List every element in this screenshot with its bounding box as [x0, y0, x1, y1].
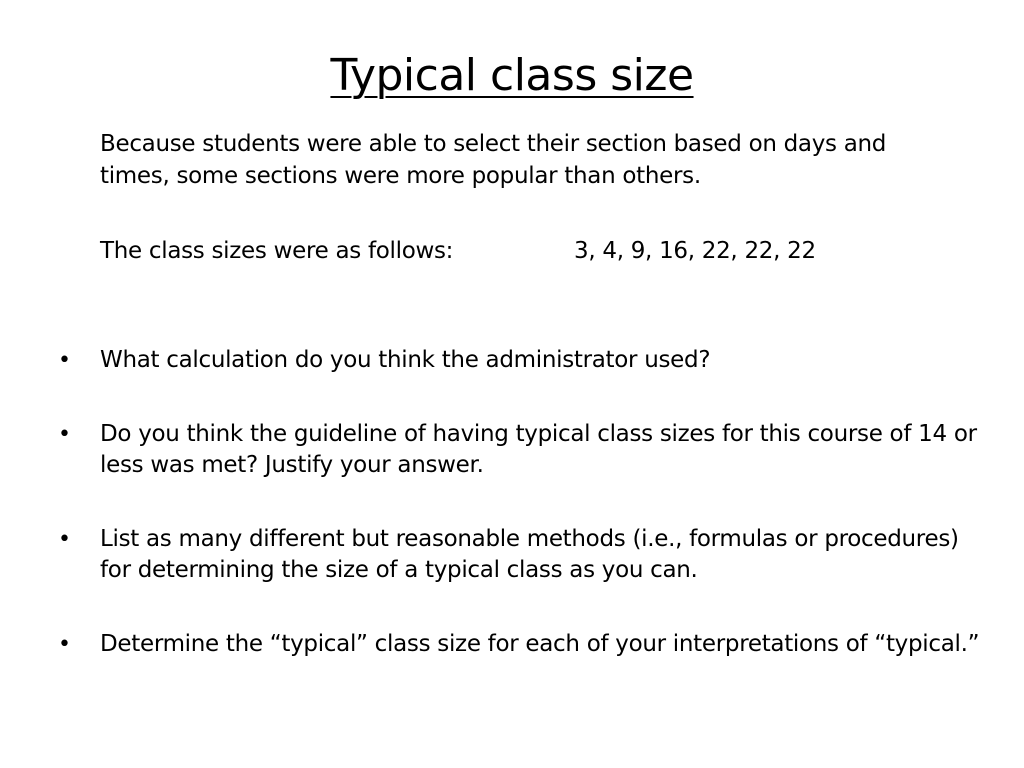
question-item [0, 419, 980, 481]
question-item [0, 345, 980, 376]
question-list [0, 345, 1024, 703]
bullet-icon: • [58, 632, 71, 657]
question-item [0, 629, 980, 660]
intro-text: Because students were able to select their section based on days and times, some sections were more popular than others. [100, 131, 887, 189]
question-text: List as many different but reasonable methods (i.e., formulas or procedures) for determining the size of a typical class as you can. [100, 526, 959, 583]
question-text: Determine the “typical” class size for each of your interpretations of “typical.” [100, 631, 980, 657]
class-sizes-values: 3, 4, 9, 16, 22, 22, 22 [574, 238, 816, 264]
question-text: What calculation do you think the administrator used? [100, 347, 711, 373]
class-sizes-line [100, 235, 960, 267]
question-text: Do you think the guideline of having typical class sizes for this course of 14 or less was met? Justify your answer. [100, 421, 977, 478]
intro-paragraph [100, 128, 960, 192]
question-item [0, 524, 980, 586]
bullet-icon: • [58, 527, 71, 552]
class-sizes-label: The class sizes were as follows: [100, 238, 454, 264]
bullet-icon: • [58, 422, 71, 447]
bullet-icon: • [58, 348, 71, 373]
slide-title: Typical class size [330, 50, 694, 101]
